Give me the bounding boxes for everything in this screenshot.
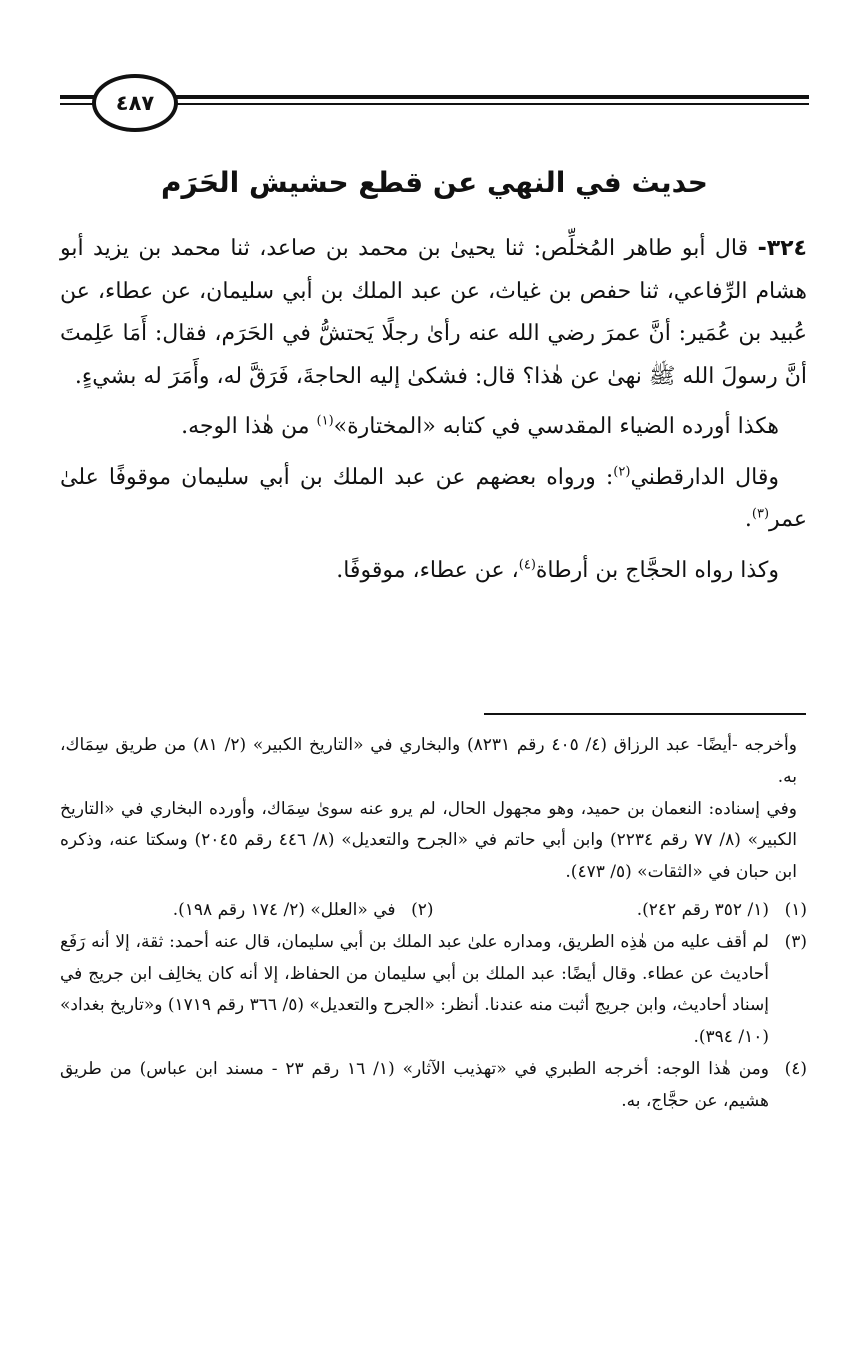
- takhrij-paragraph: [60, 406, 807, 449]
- daraqutni-end: .: [744, 507, 752, 532]
- footnote-separator: [484, 713, 806, 715]
- daraqutni-text: : ورواه بعضهم عن عبد الملك بن أبي سليمان موقوفًا علىٰ عمر: [60, 464, 807, 532]
- footnote-ref-4[interactable]: (٤): [518, 557, 536, 573]
- footnote-1: [434, 895, 808, 927]
- hadith-paragraph: [60, 228, 807, 398]
- footnote-4: [60, 1054, 807, 1118]
- footnote-row-1-2: [60, 895, 807, 927]
- footnote-continuation-1: وأخرجه -أيضًا- عبد الرزاق (٤/ ٤٠٥ رقم ٨٢٣١) والبخاري في «التاريخ الكبير» (٢/ ٨١) من طريق سِمَاك، به.: [60, 735, 797, 787]
- hajjaj-text: وكذا رواه الحجَّاج بن أرطاة: [535, 557, 779, 583]
- footnote-4-text: ومن هٰذا الوجه: أخرجه الطبري في «تهذيب الآثار» (١/ ١٦ رقم ٢٣ - مسند ابن عباس) من طريق هشيم، عن حجَّاج، به.: [60, 1058, 769, 1111]
- footnote-ref-2[interactable]: (٢): [613, 464, 631, 480]
- footnote-1-text: (١/ ٣٥٢ رقم ٢٤٢).: [636, 899, 769, 920]
- footnote-ref-3[interactable]: (٣): [751, 506, 770, 522]
- footnote-4-label: (٤): [784, 1058, 807, 1079]
- footnote-3-text: لم أقف عليه من هٰذِه الطريق، ومداره علىٰ عبد الملك بن أبي سليمان، قال عنه أحمد: ثقة، إلا أنه رَفَع أحاديث عن عطاء. وقال أيضًا: عبد الملك بن أبي سليمان من الحفاظ، إلا أنه كان يخالِف ابن جريج في إسناد أحاديث، وابن جريج أثبت منه عندنا. أنظر: «الجرح والتعديل» (٥/ ٣٦٦ رقم ١٧١٩) و«تاريخ بغداد» (١٠/ ٣٩٤).: [60, 931, 769, 1048]
- chapter-title: حديث في النهي عن قطع حشيش الحَرَم: [161, 166, 708, 199]
- footnotes: [60, 730, 807, 1118]
- daraqutni-intro: وقال الدارقطني: [630, 464, 779, 490]
- hajjaj-end: ، عن عطاء، موقوفًا.: [336, 557, 519, 583]
- daraqutni-paragraph: [60, 457, 807, 542]
- page-number: ٤٨٧: [115, 91, 155, 115]
- footnote-3-label: (٣): [784, 931, 807, 952]
- hadith-number: ٣٢٤-: [757, 236, 807, 261]
- footnote-ref-1[interactable]: (١): [316, 413, 334, 429]
- footnote-2: [60, 895, 434, 927]
- takhrij-text: هكذا أورده الضياء المقدسي في كتابه «المختارة»: [333, 414, 779, 439]
- takhrij-text-end: من هٰذا الوجه.: [181, 414, 310, 439]
- hadith-text: قال أبو طاهر المُخلِّص: ثنا يحيىٰ بن محمد بن صاعد، ثنا محمد بن يزيد أبو هشام الرِّفاعي، ثنا حفص بن غياث، عن عبد الملك بن أبي سليمان، عن عطاء، عن عُبيد بن عُمَير: أنَّ عمرَ رضي الله عنه رأىٰ رجلًا يَحتشُّ في الحَرَم، فقال: أَمَا عَلِمتَ أنَّ رسولَ الله ﷺ نهىٰ عن هٰذا؟ قال: فشكىٰ إليه الحاجةَ، فَرَقَّ له، وأَمَرَ له بشيءٍ.: [60, 236, 807, 389]
- main-text: [60, 228, 807, 592]
- footnote-1-label: (١): [784, 899, 807, 920]
- footnote-2-label: (٢): [411, 899, 434, 920]
- footnote-3: [60, 927, 807, 1054]
- page-number-badge: [92, 74, 178, 132]
- footnote-continuation-2: وفي إسناده: النعمان بن حميد، وهو مجهول الحال، لم يرو عنه سوىٰ سِمَاك، وأورده البخاري في «التاريخ الكبير» (٨/ ٧٧ رقم ٢٢٣٤) وابن أبي حاتم في «الجرح والتعديل» (٨/ ٤٤٦ رقم ٢٠٤٥) وسكتا عنه، وذكره ابن حبان في «الثقات» (٥/ ٤٧٣).: [60, 798, 797, 883]
- footnote-2-text: في «العلل» (٢/ ١٧٤ رقم ١٩٨).: [172, 899, 396, 920]
- hajjaj-paragraph: [60, 550, 807, 593]
